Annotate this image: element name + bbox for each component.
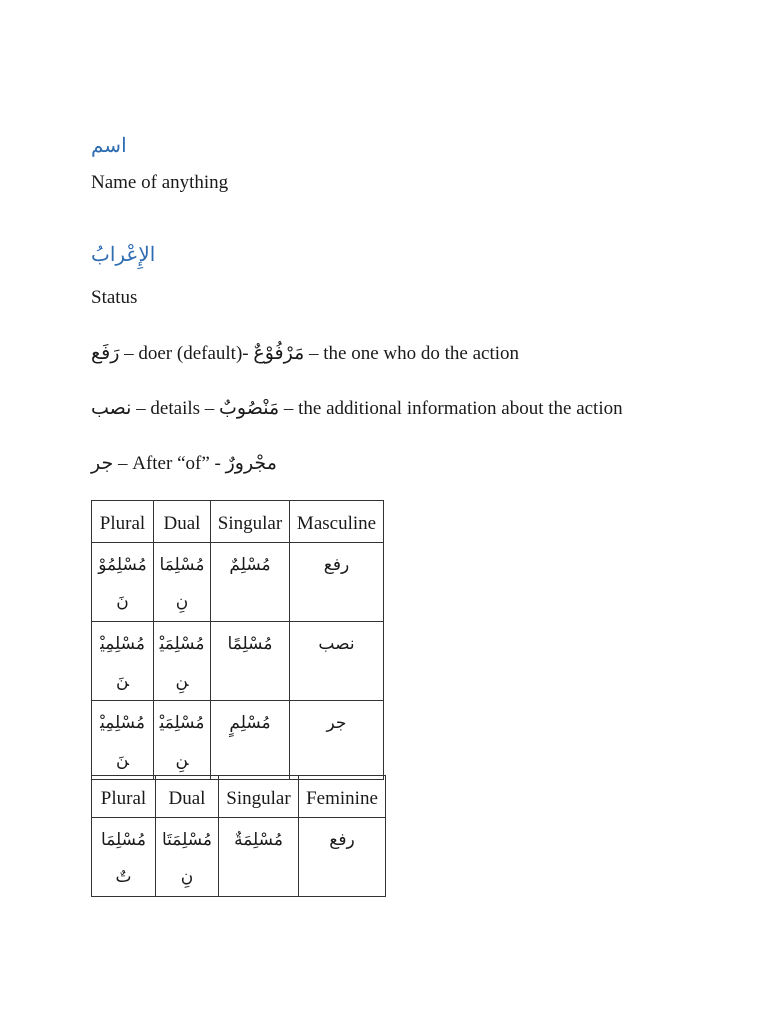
table-cell: نصب (290, 622, 384, 701)
table-cell: مُسْلِمًا (211, 622, 290, 701)
table-cell: جر (290, 701, 384, 780)
table-row (92, 622, 384, 701)
state-term: مَنْصُوبٌ (219, 397, 280, 419)
table-cell: رفع (299, 818, 386, 897)
table-cell: مُسْلِمَتَانِ (156, 818, 219, 897)
state-ar: رَفَع (91, 342, 120, 364)
table-cell: مُسْلِمَانِ (154, 543, 211, 622)
state-desc2: – the one who do the action (304, 343, 520, 364)
state-desc1: – After “of” - (113, 453, 226, 474)
state-line-jar (91, 451, 277, 476)
header-cell: Singular (211, 501, 290, 543)
state-term: مَرْفُوْعٌ (253, 342, 305, 364)
state-desc1: – details – (131, 398, 220, 419)
table-header-row (92, 776, 386, 818)
heading-ism: اسم (91, 135, 127, 157)
header-cell: Dual (156, 776, 219, 818)
table-cell: مُسْلِمٍ (211, 701, 290, 780)
masculine-table (91, 500, 384, 780)
header-cell: Masculine (290, 501, 384, 543)
state-ar: جر (91, 452, 114, 474)
table-cell: مُسْلِمُوْنَ (92, 543, 154, 622)
header-cell: Plural (92, 776, 156, 818)
table-cell: مُسْلِمَاتٌ (92, 818, 156, 897)
header-cell: Singular (219, 776, 299, 818)
state-desc2: – the additional information about the action (279, 398, 623, 419)
table-cell: مُسْلِمِيْنَ (92, 701, 154, 780)
table-cell: رفع (290, 543, 384, 622)
header-cell: Feminine (299, 776, 386, 818)
table-row (92, 701, 384, 780)
table-row (92, 543, 384, 622)
table-cell: مُسْلِمِيْنَ (92, 622, 154, 701)
header-cell: Plural (92, 501, 154, 543)
table-cell: مُسْلِمَيْنِ (154, 701, 211, 780)
table-cell: مُسْلِمٌ (211, 543, 290, 622)
heading-irab: الإِعْرابُ (91, 244, 156, 266)
state-line-nasb (91, 396, 623, 421)
state-line-raf (91, 341, 519, 366)
table-row (92, 818, 386, 897)
state-desc1: – doer (default)- (119, 343, 254, 364)
state-term: مجْرورٌ (225, 452, 277, 474)
header-cell: Dual (154, 501, 211, 543)
feminine-table (91, 775, 386, 897)
table-cell: مُسْلِمَيْنِ (154, 622, 211, 701)
table-cell: مُسْلِمَةٌ (219, 818, 299, 897)
table-header-row (92, 501, 384, 543)
irab-meaning: Status (91, 287, 138, 308)
state-ar: نصب (91, 397, 132, 419)
ism-meaning: Name of anything (91, 172, 229, 193)
